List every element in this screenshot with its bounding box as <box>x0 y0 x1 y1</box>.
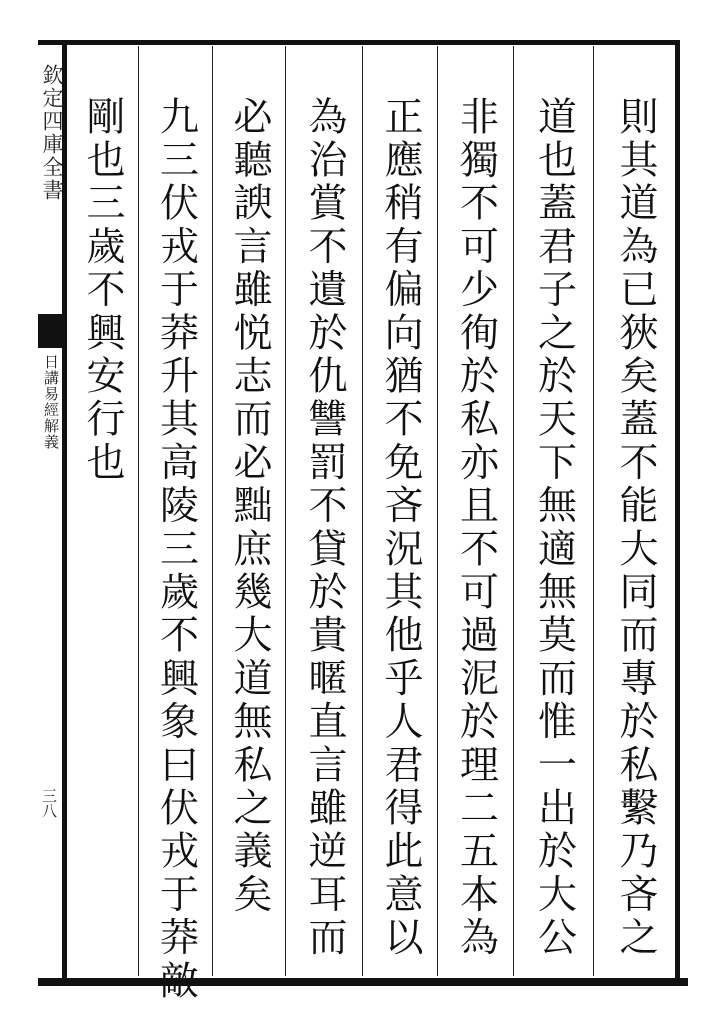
text-column-7 <box>138 46 212 1004</box>
page-number: 三八 <box>40 788 58 818</box>
column-text: 正應稍有偏向猶不免吝況其他乎人君得此意以 <box>378 96 423 960</box>
fishtail-mark <box>38 314 64 348</box>
book-margin <box>38 44 64 980</box>
text-column-3 <box>437 46 513 976</box>
column-text: 剛也三歲不興安行也 <box>80 96 125 485</box>
text-column-6 <box>212 46 285 976</box>
text-column-2 <box>513 46 593 976</box>
text-column-1 <box>593 46 676 976</box>
column-text: 道也蓋君子之於天下無適無莫而惟一出於大公 <box>531 96 577 960</box>
frame-bottom-edge <box>38 978 688 986</box>
column-text: 必聽諛言雖悦志而必黜庶幾大道無私之義矣 <box>227 96 272 917</box>
text-column-4 <box>362 46 437 976</box>
book-title: 日講易經解義 <box>42 354 60 450</box>
column-text: 非獨不可少徇於私亦且不可過泥於理二五本為 <box>453 96 499 960</box>
text-column-5 <box>285 46 362 976</box>
column-text: 九三伏戎于莽升其高陵三歲不興象曰伏戎于莽敵 <box>153 96 199 1004</box>
text-column-8 <box>66 46 138 976</box>
collection-title: 欽定四庫全書 <box>40 64 64 202</box>
column-text: 則其道為已狹矣蓋不能大同而專於私繫乃吝之 <box>613 96 658 960</box>
column-text: 為治賞不遺於仇讐罰不貸於貴暱直言雖逆耳而 <box>302 96 347 960</box>
